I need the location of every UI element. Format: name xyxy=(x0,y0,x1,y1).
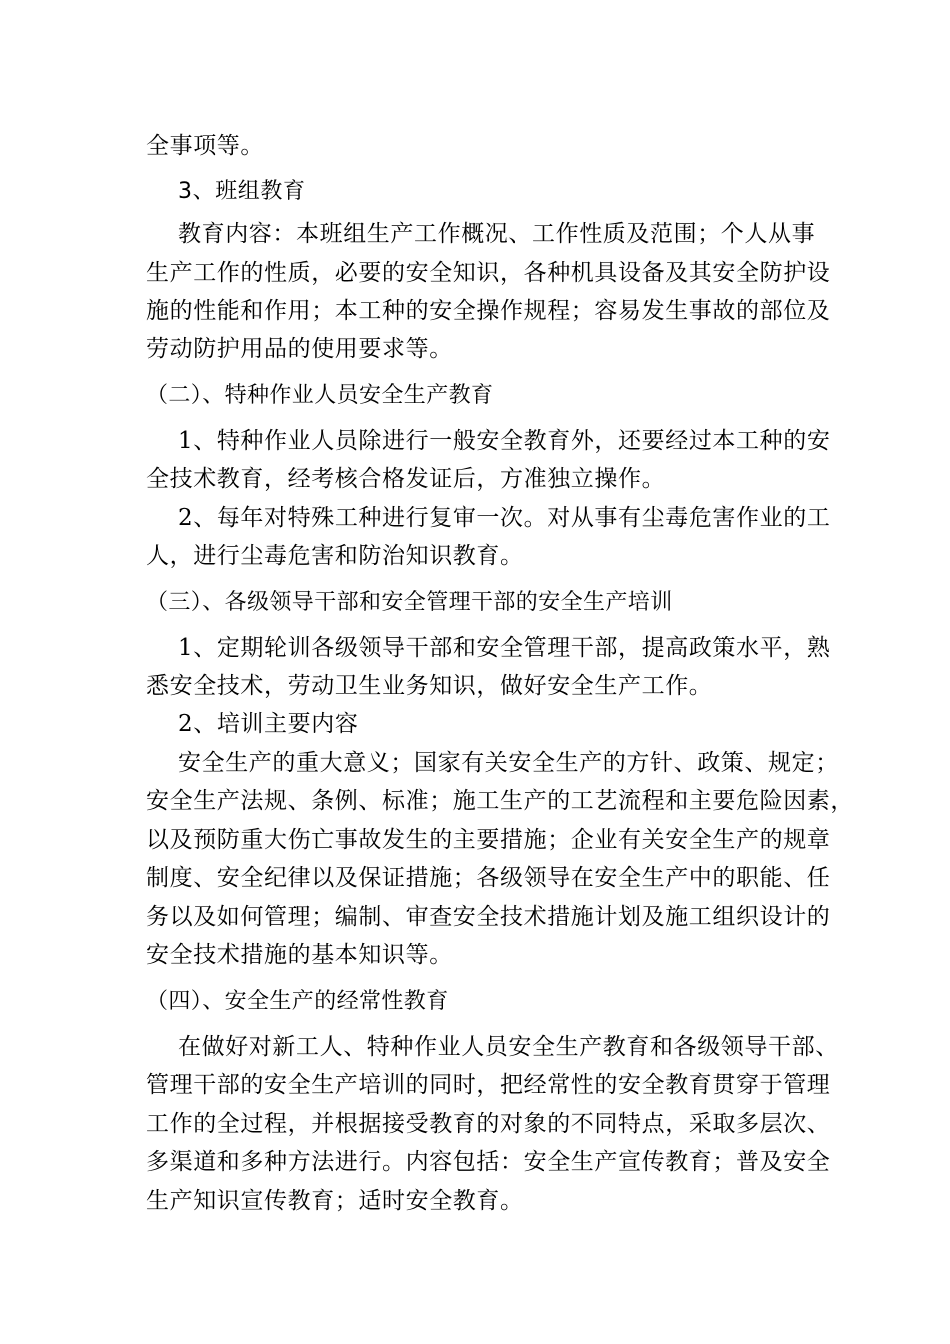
paragraph-line: 在做好对新工人、特种作业人员安全生产教育和各级领导干部、 xyxy=(178,1034,839,1060)
paragraph-line: 安全技术措施的基本知识等。 xyxy=(146,942,453,968)
paragraph-line: 悉安全技术，劳动卫生业务知识，做好安全生产工作。 xyxy=(146,673,713,699)
paragraph-line: 劳动防护用品的使用要求等。 xyxy=(146,336,453,362)
paragraph-line: 工作的全过程，并根据接受教育的对象的不同特点，采取多层次、 xyxy=(146,1111,831,1137)
section-heading: （三）、各级领导干部和安全管理干部的安全生产培训 xyxy=(146,590,673,615)
paragraph-line: 多渠道和多种方法进行。内容包括：安全生产宣传教育；普及安全 xyxy=(146,1149,831,1175)
paragraph-line: 以及预防重大伤亡事故发生的主要措施；企业有关安全生产的规章 xyxy=(146,827,831,853)
paragraph-line: 管理干部的安全生产培训的同时，把经常性的安全教育贯穿于管理 xyxy=(146,1072,831,1098)
paragraph-line: 制度、安全纪律以及保证措施；各级领导在安全生产中的职能、任 xyxy=(146,865,831,891)
paragraph-line: 教育内容：本班组生产工作概况、工作性质及范围；个人从事 xyxy=(178,221,816,247)
paragraph-line: 生产知识宣传教育；适时安全教育。 xyxy=(146,1188,524,1214)
section-subheading: 3、班组教育 xyxy=(178,179,306,204)
paragraph-line: 施的性能和作用；本工种的安全操作规程；容易发生事故的部位及 xyxy=(146,298,831,324)
paragraph-line: 人，进行尘毒危害和防治知识教育。 xyxy=(146,543,524,569)
paragraph-line: 1、定期轮训各级领导干部和安全管理干部，提高政策水平，熟 xyxy=(178,635,831,661)
paragraph-line: 全事项等。 xyxy=(146,133,264,159)
paragraph-line: 2、培训主要内容 xyxy=(178,711,359,737)
paragraph-line: 全技术教育，经考核合格发证后，方准独立操作。 xyxy=(146,466,666,492)
section-heading: （二）、特种作业人员安全生产教育 xyxy=(146,383,494,408)
paragraph-line: 1、特种作业人员除进行一般安全教育外，还要经过本工种的安 xyxy=(178,428,831,454)
paragraph-line: 生产工作的性质，必要的安全知识，各种机具设备及其安全防护设 xyxy=(146,260,831,286)
paragraph-line: 务以及如何管理；编制、审查安全技术措施计划及施工组织设计的 xyxy=(146,904,831,930)
paragraph-line: 2、每年对特殊工种进行复审一次。对从事有尘毒危害作业的工 xyxy=(178,505,831,531)
paragraph-line: 安全生产法规、条例、标准；施工生产的工艺流程和主要危险因素， xyxy=(146,788,854,814)
paragraph-line: 安全生产的重大意义；国家有关安全生产的方针、政策、规定； xyxy=(178,750,839,776)
section-heading: （四）、安全生产的经常性教育 xyxy=(146,989,449,1014)
